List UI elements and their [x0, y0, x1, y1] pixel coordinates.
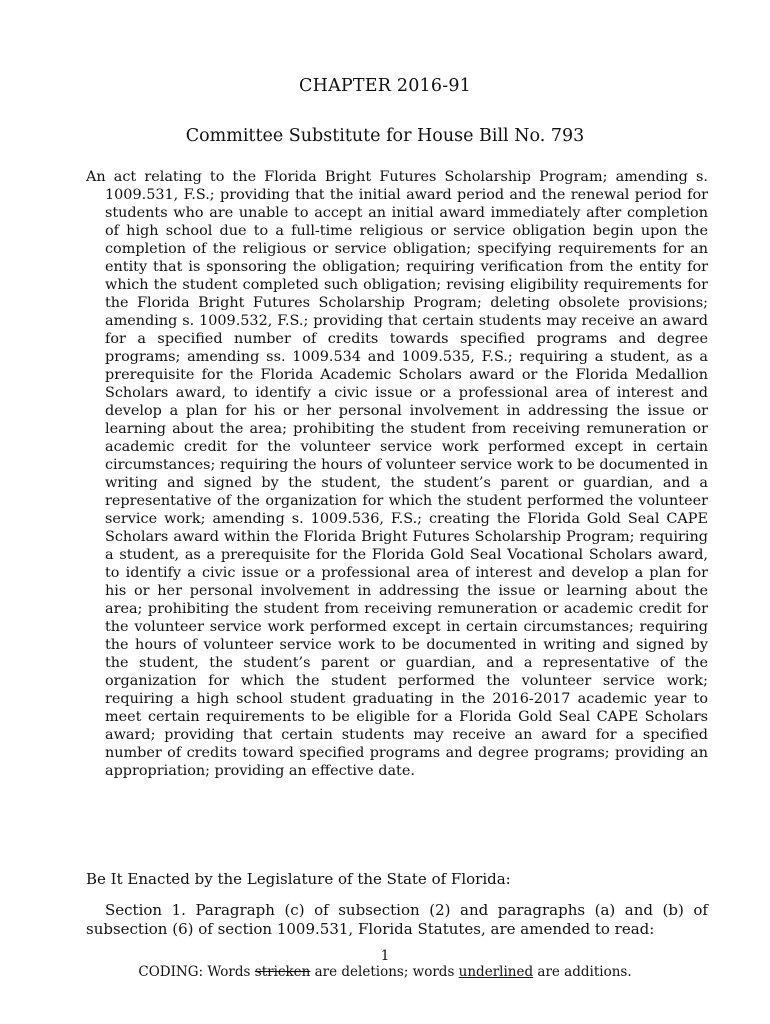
- coding-stricken-example: stricken: [254, 964, 311, 980]
- section-1-paragraph: Section 1. Paragraph (c) of subsection (2) and paragraphs (a) and (b) of subsection (6) of section 1009.531, Florida Statutes, are amended to read:: [86, 901, 708, 938]
- coding-middle: are deletions; words: [310, 964, 459, 980]
- coding-prefix: CODING: Words: [138, 964, 255, 980]
- enacting-clause: Be It Enacted by the Legislature of the State of Florida:: [86, 870, 511, 888]
- coding-legend: [0, 964, 770, 980]
- page-number: 1: [380, 948, 390, 964]
- coding-suffix: are additions.: [533, 964, 632, 980]
- bill-title: Committee Substitute for House Bill No. 793: [185, 126, 585, 146]
- act-title-paragraph: An act relating to the Florida Bright Futures Scholarship Program; amending s. 1009.531, F.S.; providing that the initial award period and the renewal period for students who are unable to accept an initial award immediately after completion of high school due to a full-time religious or service obligation begin upon the completion of the religious or service obligation; specifying requirements for an entity that is sponsoring the obligation; requiring verification from the entity for which the student completed such obligation; revising eligibility requirements for the Florida Bright Futures Scholarship Program; deleting obsolete provisions; amending s. 1009.532, F.S.; providing that certain students may receive an award for a specified number of credits towards specified programs and degree programs; amending ss. 1009.534 and 1009.535, F.S.; requiring a student, as a prerequisite for the Florida Academic Scholars award or the Florida Medallion Scholars award, to identify a civic issue or a professional area of interest and develop a plan for his or her personal involvement in addressing the issue or learning about the area; prohibiting the student from receiving remuneration or academic credit for the volunteer service work performed except in certain circumstances; requiring the hours of volunteer service work to be documented in writing and signed by the student, the student’s parent or guardian, and a representative of the organization for which the student performed the volunteer service work; amending s. 1009.536, F.S.; creating the Florida Gold Seal CAPE Scholars award within the Florida Bright Futures Scholarship Program; requiring a student, as a prerequisite for the Florida Gold Seal Vocational Scholars award, to identify a civic issue or a professional area of interest and develop a plan for his or her personal involvement in addressing the issue or learning about the area; prohibiting the student from receiving remuneration or academic credit for the volunteer service work performed except in certain circumstances; requiring the hours of volunteer service work to be documented in writing and signed by the student, the student’s parent or guardian, and a representative of the organization for which the student performed the volunteer service work; requiring a high school student graduating in the 2016-2017 academic year to meet certain requirements to be eligible for a Florida Gold Seal CAPE Scholars award; providing that certain students may receive an award for a specified number of credits toward specified programs and degree programs; providing an appropriation; providing an effective date.: [86, 169, 708, 779]
- chapter-heading: CHAPTER 2016-91: [299, 76, 471, 96]
- coding-underlined-example: underlined: [458, 964, 534, 980]
